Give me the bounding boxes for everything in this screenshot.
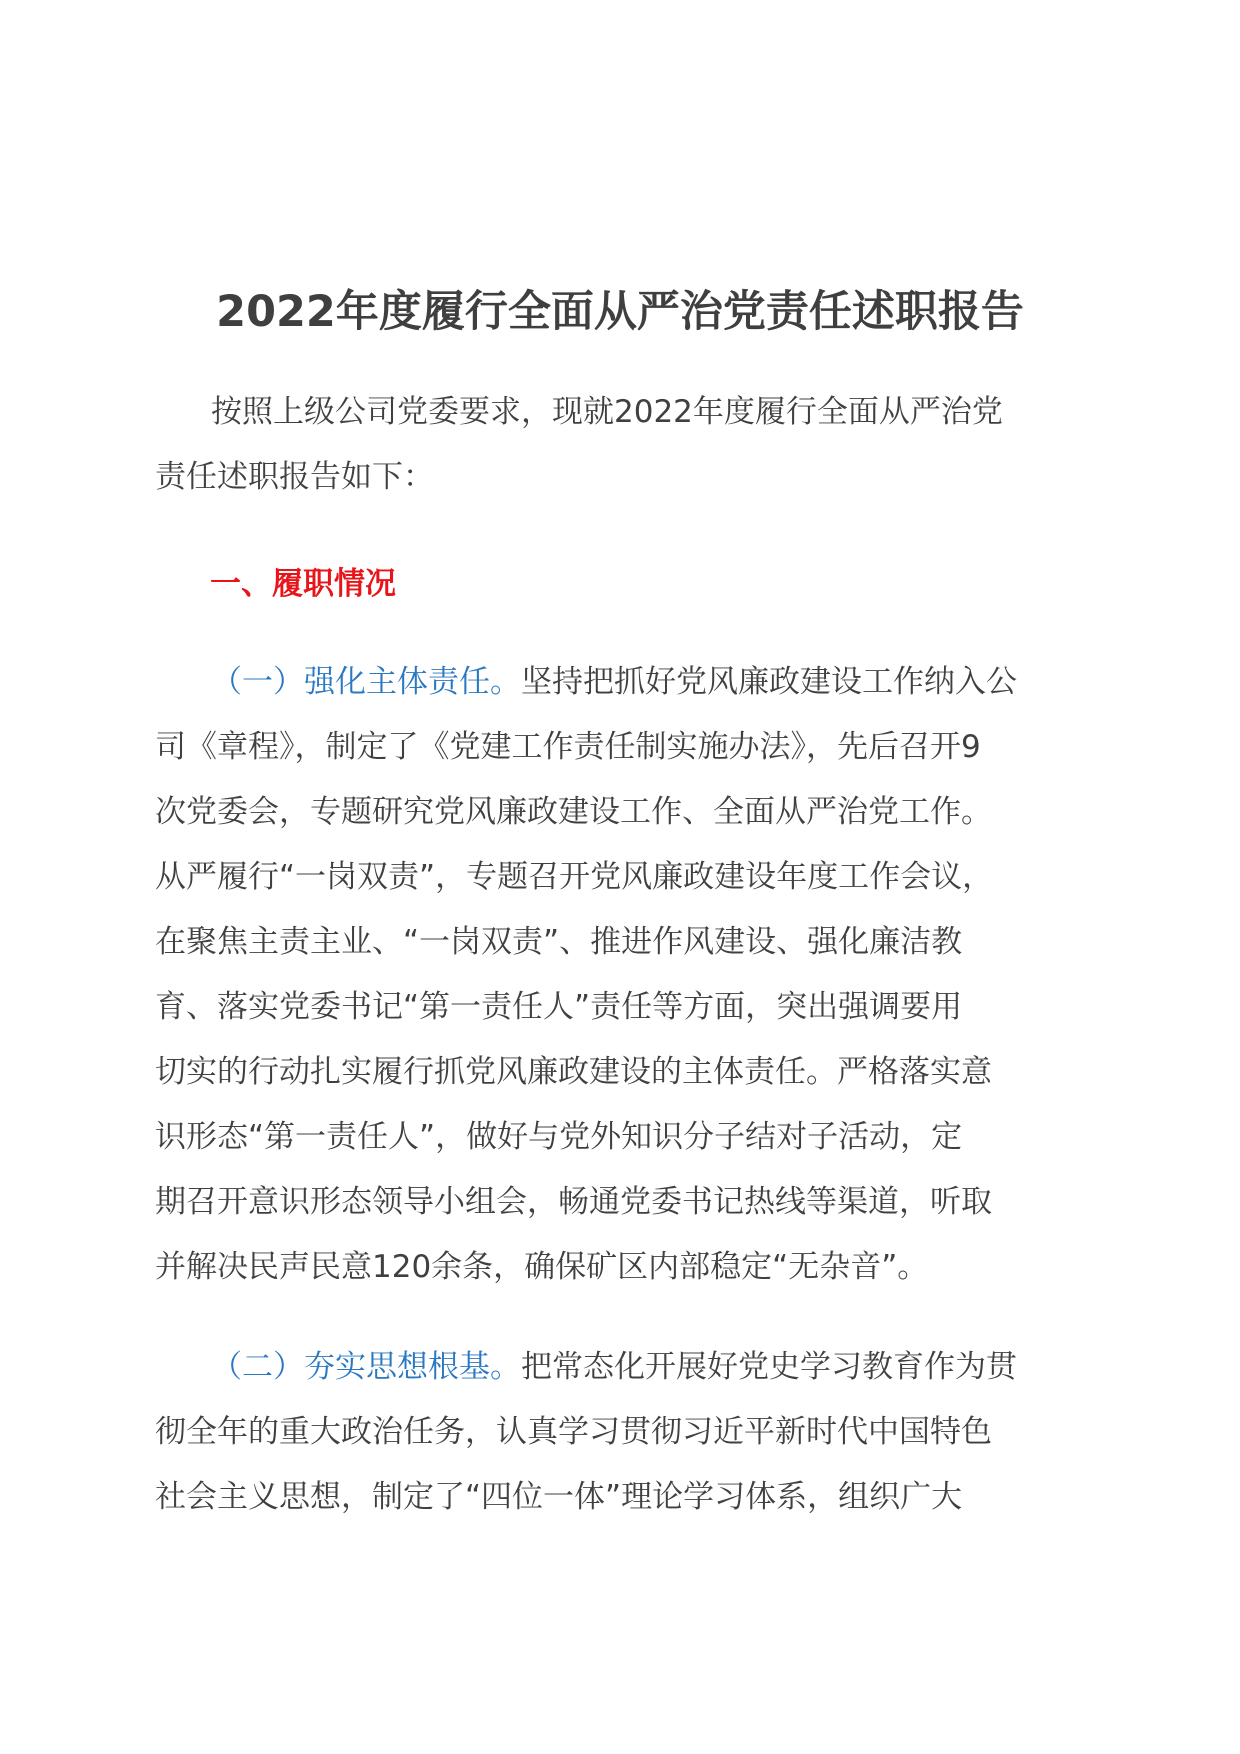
paragraph-first-line [155, 650, 1085, 715]
paragraph-line: 育、落实党委书记“第一责任人”责任等方面，突出强调要用 [155, 989, 963, 1025]
paragraph-line: 期召开意识形态领导小组会，畅通党委书记热线等渠道，听取 [155, 1184, 992, 1220]
paragraph-first-line [155, 1335, 1085, 1400]
intro-line: 按照上级公司党委要求，现就2022年度履行全面从严治党 [211, 394, 1003, 430]
paragraph-line: 次党委会，专题研究党风廉政建设工作、全面从严治党工作。 [155, 794, 992, 830]
document-title: 2022年度履行全面从严治党责任述职报告 [216, 287, 1024, 337]
paragraph-subheading: （二）夯实思想根基。 [211, 1349, 521, 1385]
intro-line: 责任述职报告如下： [155, 459, 434, 495]
paragraph-line: 在聚焦主责主业、“一岗双责”、推进作风建设、强化廉洁教 [155, 924, 963, 960]
paragraph-line: 识形态“第一责任人”，做好与党外知识分子结对子活动，定 [155, 1119, 963, 1155]
intro-paragraph [155, 380, 1085, 510]
paragraph-line: 彻全年的重大政治任务，认真学习贯彻习近平新时代中国特色 [155, 1414, 992, 1450]
paragraph-line: 从严履行“一岗双责”，专题召开党风廉政建设年度工作会议， [155, 859, 994, 895]
paragraph-1 [155, 650, 1085, 1300]
paragraph-first-line-text: 把常态化开展好党史学习教育作为贯 [521, 1349, 1017, 1385]
paragraph-2 [155, 1335, 1085, 1530]
paragraph-subheading: （一）强化主体责任。 [211, 664, 521, 700]
paragraph-line: 司《章程》，制定了《党建工作责任制实施办法》，先后召开9 [155, 729, 981, 765]
section-heading: 一、履职情况 [210, 566, 396, 602]
paragraph-line: 并解决民声民意120余条，确保矿区内部稳定“无杂音”。 [155, 1249, 929, 1285]
paragraph-line: 切实的行动扎实履行抓党风廉政建设的主体责任。严格落实意 [155, 1054, 992, 1090]
paragraph-first-line-text: 坚持把抓好党风廉政建设工作纳入公 [521, 664, 1017, 700]
paragraph-line: 社会主义思想，制定了“四位一体”理论学习体系，组织广大 [155, 1479, 963, 1515]
